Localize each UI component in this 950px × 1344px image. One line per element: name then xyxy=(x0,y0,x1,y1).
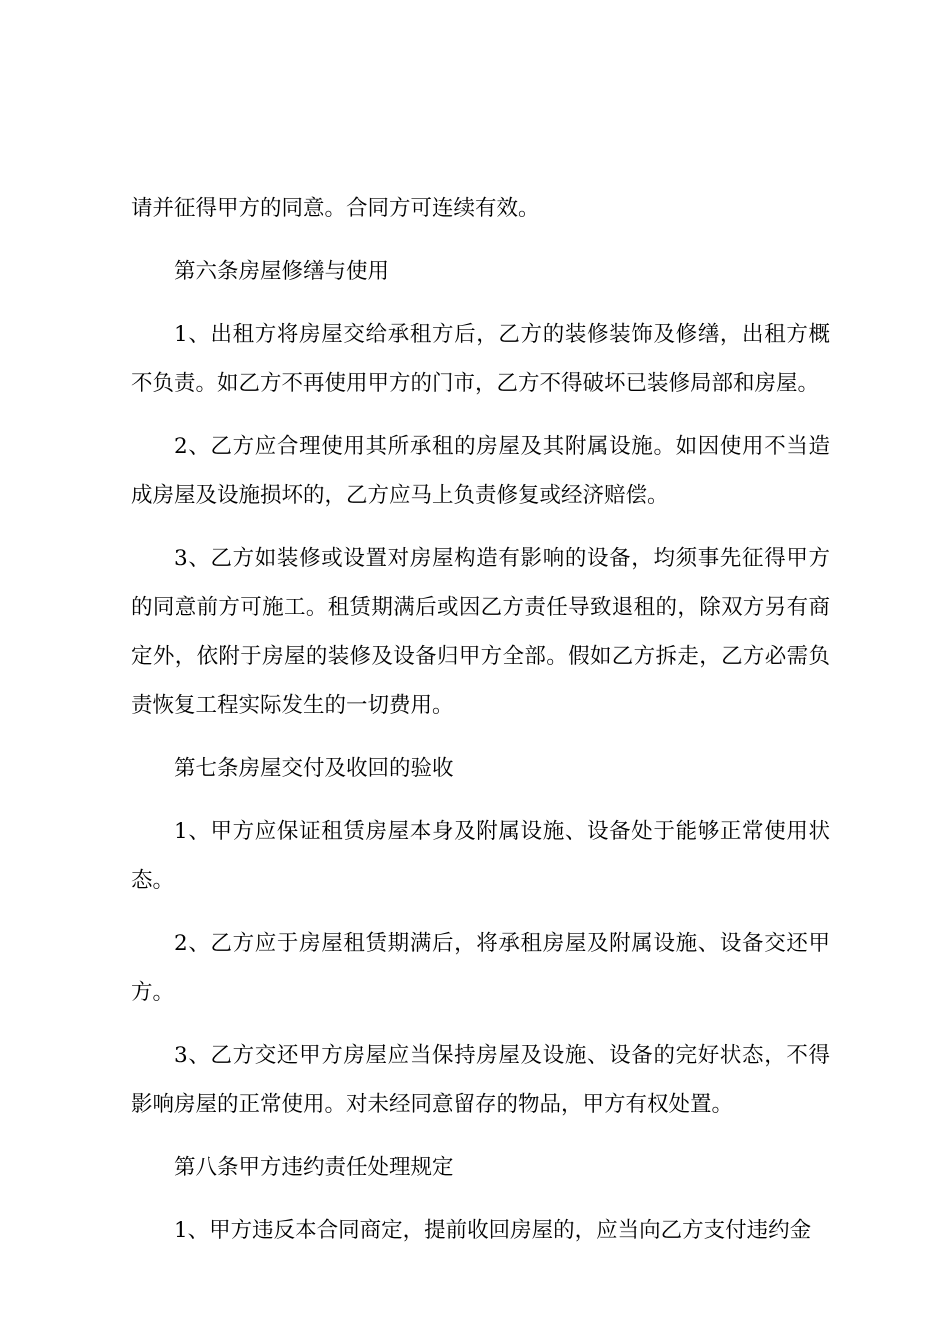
article-7-heading: 第七条房屋交付及收回的验收 xyxy=(174,756,454,781)
article-7-clause-2: 2、乙方应于房屋租赁期满后，将承租房屋及附属设施、设备交还甲方。 xyxy=(131,931,830,1005)
article-8-heading: 第八条甲方违约责任处理规定 xyxy=(174,1155,454,1180)
article-8-clause-1: 1、甲方违反本合同商定，提前收回房屋的，应当向乙方支付违约金 xyxy=(174,1218,812,1243)
article-6-heading: 第六条房屋修缮与使用 xyxy=(174,259,390,284)
article-7-clause-3: 3、乙方交还甲方房屋应当保持房屋及设施、设备的完好状态，不得影响房屋的正常使用。对未经同意留存的物品，甲方有权处置。 xyxy=(131,1043,830,1117)
document-body xyxy=(131,184,830,1269)
article-6-clause-2: 2、乙方应合理使用其所承租的房屋及其附属设施。如因使用不当造成房屋及设施损坏的，乙方应马上负责修复或经济赔偿。 xyxy=(131,434,830,508)
article-7-clause-1: 1、甲方应保证租赁房屋本身及附属设施、设备处于能够正常使用状态。 xyxy=(131,819,830,893)
paragraph-continuation: 请并征得甲方的同意。合同方可连续有效。 xyxy=(131,196,540,221)
article-6-clause-1: 1、出租方将房屋交给承租方后，乙方的装修装饰及修缮，出租方概不负责。如乙方不再使用甲方的门市，乙方不得破坏已装修局部和房屋。 xyxy=(131,322,830,396)
article-6-clause-3: 3、乙方如装修或设置对房屋构造有影响的设备，均须事先征得甲方的同意前方可施工。租赁期满后或因乙方责任导致退租的，除双方另有商定外，依附于房屋的装修及设备归甲方全部。假如乙方拆走，乙方必需负责恢复工程实际发生的一切费用。 xyxy=(131,546,830,718)
